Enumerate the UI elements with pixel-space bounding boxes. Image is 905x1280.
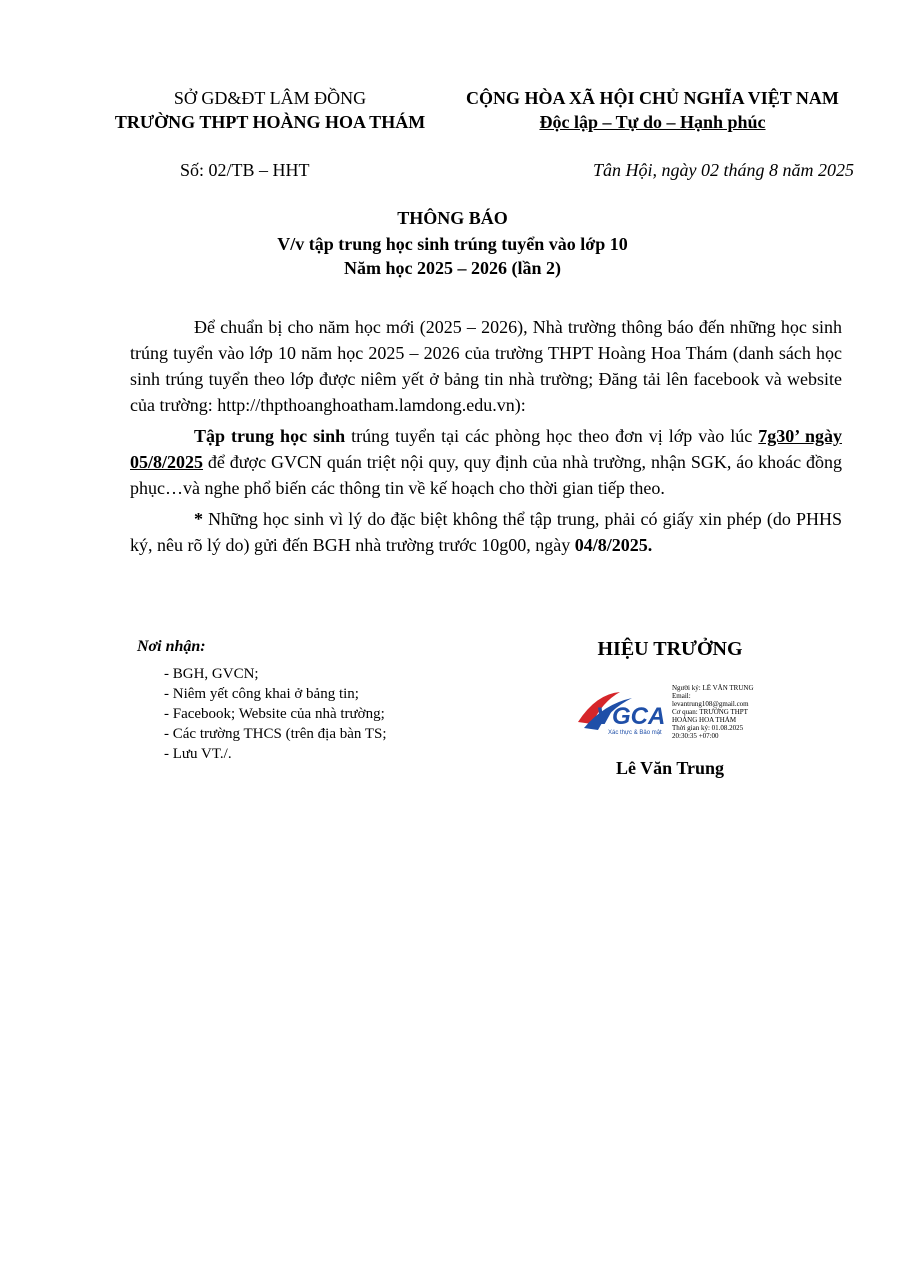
agency-line: Cơ quan: TRƯỜNG THPT — [672, 708, 748, 716]
paragraph-intro: Để chuẩn bị cho năm học mới (2025 – 2026), Nhà trường thông báo đến những học sinh trúng tuyển vào lớp 10 năm học 2025 – 2026 của trường THPT Hoàng Hoa Thám (danh sách học sinh trúng tuyển theo lớp được niêm yết ở bảng tin nhà trường; Đăng tải lên facebook và website của trường: http://thpthoanghoatham.lamdong.edu.vn): — [130, 317, 842, 415]
signer-name: Lê Văn Trung — [615, 758, 725, 778]
logo-tagline: Xác thực & Bảo mật — [608, 730, 662, 736]
gathering-time: 7g30’ ngày 05/8/2025 — [130, 426, 842, 472]
paragraph-gathering — [130, 423, 842, 501]
logo-wordmark: VGCA — [596, 703, 666, 730]
recipient-item: - Các trường THCS (trên địa bàn TS; — [164, 726, 387, 742]
gathering-text-2: để được GVCN quán triệt nội quy, quy định của nhà trường, nhận SGK, áo khoác đồng phục…và nghe phổ biến các thông tin về kế hoạch cho thời gian tiếp theo. — [130, 452, 842, 498]
issuer-block — [80, 86, 460, 134]
signature-details — [672, 684, 782, 740]
recipient-item: - Niêm yết công khai ở bảng tin; — [164, 686, 359, 702]
national-motto-block — [435, 86, 870, 134]
recipient-item: - BGH, GVCN; — [164, 666, 259, 682]
agency-line-2: HOÀNG HOA THÁM — [672, 716, 737, 724]
document-date: Tân Hội, ngày 02 tháng 8 năm 2025 — [593, 160, 854, 180]
recipients-list — [164, 664, 387, 764]
recipient-item: - Facebook; Website của nhà trường; — [164, 706, 385, 722]
signer-line: Người ký: LÊ VĂN TRUNG — [672, 684, 754, 692]
document-school-year: Năm học 2025 – 2026 (lần 2) — [344, 258, 561, 278]
gathering-lead: Tập trung học sinh — [194, 426, 346, 446]
department-name: SỞ GD&ĐT LÂM ĐỒNG — [173, 88, 367, 108]
school-name: TRƯỜNG THPT HOÀNG HOA THÁM — [114, 112, 426, 132]
paragraph-absence — [130, 506, 842, 558]
vgca-logo-icon — [574, 684, 674, 736]
email-label: Email: — [672, 692, 691, 700]
document-number: Số: 02/TB – HHT — [180, 160, 310, 180]
absence-deadline: 04/8/2025. — [574, 535, 653, 555]
email-value: levantrung108@gmail.com — [672, 700, 749, 708]
recipients-title: Nơi nhận: — [137, 638, 206, 655]
document-title: THÔNG BÁO — [397, 208, 508, 228]
sign-time-value: 20:30:35 +07:00 — [672, 732, 719, 740]
gathering-text-1: trúng tuyển tại các phòng học theo đơn vị lớp vào lúc — [345, 426, 759, 446]
absence-text: Những học sinh vì lý do đặc biệt không thể tập trung, phải có giấy xin phép (do PHHS ký, nêu rõ lý do) gửi đến BGH nhà trường trước 10g00, ngày — [130, 509, 842, 555]
country-name: CỘNG HÒA XÃ HỘI CHỦ NGHĨA VIỆT NAM — [466, 88, 839, 108]
recipient-item: - Lưu VT./. — [164, 746, 232, 762]
sign-time-label: Thời gian ký: 01.08.2025 — [672, 724, 744, 732]
digital-signature-stamp — [574, 684, 774, 744]
document-body — [130, 314, 842, 563]
motto: Độc lập – Tự do – Hạnh phúc — [539, 112, 766, 132]
absence-star: * — [194, 509, 203, 529]
document-subject: V/v tập trung học sinh trúng tuyển vào lớp 10 — [277, 234, 628, 254]
signer-title: HIỆU TRƯỞNG — [597, 638, 743, 660]
